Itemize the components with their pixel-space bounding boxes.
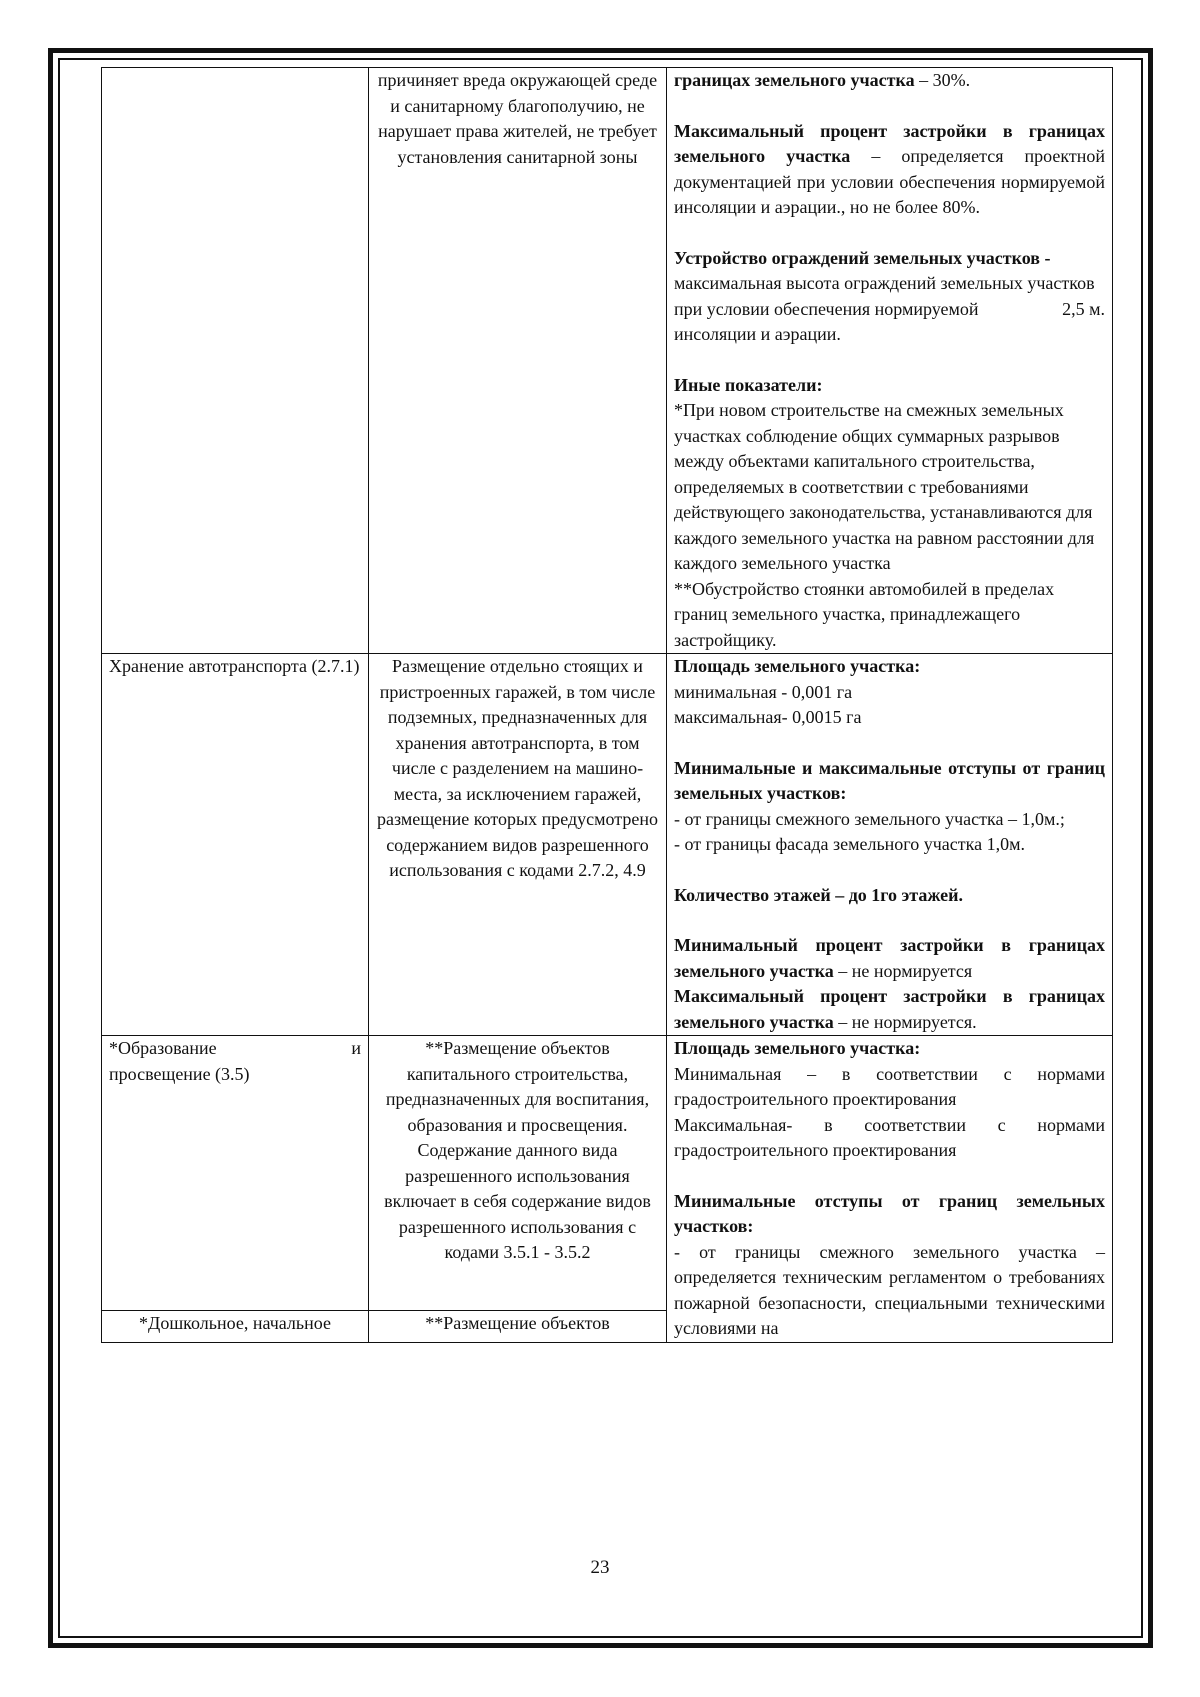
param-text: Минимальная – в соответствии с нормами градостроительного проектирования xyxy=(674,1063,1105,1109)
param-bold-text: Площадь земельного участка: xyxy=(674,1038,921,1058)
param-bold-text: Максимальный процент застройки в границах земельного участка xyxy=(674,986,1105,1032)
param-text: – не нормируется xyxy=(833,960,973,981)
param-text: Максимальная- в соответствии с нормами градостроительного проектирования xyxy=(674,1114,1105,1160)
param-text: *При новом строительстве на смежных земельных участках соблюдение общих суммарных разрывов между объектами капитального строительства, определяемых в соответствии с требованиями действующего законодательства, устанавливаются для каждого земельного участка на равном расстоянии для каждого земельного участка xyxy=(674,400,1095,573)
param-text: при условии обеспечения нормируемой инсоляции и аэрации. xyxy=(674,298,979,344)
param-paragraph xyxy=(674,373,1105,654)
param-paragraph xyxy=(674,756,1105,858)
cell-use-description xyxy=(369,1036,667,1311)
param-bold-text: Количество этажей – до 1го этажей. xyxy=(674,884,964,905)
cell-use-type xyxy=(102,68,369,654)
cell-use-type xyxy=(102,1036,369,1311)
param-paragraph xyxy=(674,1189,1105,1342)
cell-parameters xyxy=(667,68,1113,654)
param-bold-text: Иные показатели: xyxy=(674,374,823,395)
table-row xyxy=(102,1036,1113,1311)
param-paragraph xyxy=(674,883,1105,909)
param-text: - от границы фасада земельного участка 1,0м. xyxy=(674,834,1025,854)
param-text: - от границы смежного земельного участка – 1,0м.; xyxy=(674,808,1065,829)
param-paragraph xyxy=(674,1036,1105,1164)
cell-use-type xyxy=(102,654,369,1036)
param-paragraph xyxy=(674,654,1105,731)
param-text: максимальная- 0,0015 га xyxy=(674,707,862,727)
param-bold-text: Устройство ограждений земельных участков - xyxy=(674,247,1051,268)
use-type-line xyxy=(109,1036,361,1062)
param-paragraph xyxy=(674,933,1105,1035)
param-bold-text: Площадь земельного участка: xyxy=(674,656,921,676)
param-bold-text: Минимальные и максимальные отступы от границ земельных участков: xyxy=(674,757,1105,803)
param-bold-text: границах земельного участка xyxy=(674,70,915,90)
param-value: 2,5 м. xyxy=(1062,298,1105,319)
use-type-text: *Дошкольное, начальное xyxy=(139,1312,331,1333)
param-paragraph xyxy=(674,68,1105,94)
regulation-table xyxy=(101,67,1113,1343)
cell-use-description xyxy=(369,68,667,654)
param-text: – 30%. xyxy=(914,70,971,90)
cell-use-description xyxy=(369,1310,667,1342)
use-type-text: *Образование xyxy=(109,1038,217,1058)
use-description-text: **Размещение объектов xyxy=(425,1312,610,1333)
use-description-text: **Размещение объектов капитального строительства, предназначенных для воспитания, образования и просвещения. Содержание данного вида разрешенного использования включает в себя содержание видов разрешенного использования с кодами 3.5.1 - 3.5.2 xyxy=(384,1038,651,1262)
param-paragraph xyxy=(674,246,1105,348)
param-bold-text: Максимальный процент застройки в границах земельного участка xyxy=(674,120,1105,166)
page-number: 23 xyxy=(590,1557,610,1578)
param-text: – определяется проектной документацией при условии обеспечения нормируемой инсоляции и аэрации., но не более 80%. xyxy=(674,146,1105,217)
use-type-text: Хранение автотранспорта (2.7.1) xyxy=(109,656,360,676)
use-description-text: Размещение отдельно стоящих и пристроенных гаражей, в том числе подземных, предназначенных для хранения автотранспорта, в том числе с разделением на машино-места, за исключением гаражей, размещение которых предусмотрено содержанием видов разрешенного использования с кодами 2.7.2, 4.9 xyxy=(376,656,659,880)
cell-use-type xyxy=(102,1310,369,1342)
param-text: максимальная высота ограждений земельных участков xyxy=(674,273,1095,293)
use-type-text: просвещение (3.5) xyxy=(109,1063,250,1084)
param-paragraph xyxy=(674,119,1105,221)
param-text: минимальная - 0,001 га xyxy=(674,681,853,702)
param-text: – не нормируется. xyxy=(833,1011,977,1032)
param-bold-text: Минимальные отступы от границ земельных участков: xyxy=(674,1190,1105,1236)
table-row xyxy=(102,68,1113,654)
use-description-text: причиняет вреда окружающей среде и санитарному благополучию, не нарушает права жителей, не требует установления санитарной зоны xyxy=(377,70,658,167)
param-bold-text: Минимальный процент застройки в границах земельного участка xyxy=(674,935,1105,981)
cell-parameters xyxy=(667,1036,1113,1343)
param-text: **Обустройство стоянки автомобилей в пределах границ земельного участка, принадлежащего застройщику. xyxy=(674,578,1055,650)
cell-use-description xyxy=(369,654,667,1036)
cell-parameters xyxy=(667,654,1113,1036)
param-text: - от границы смежного земельного участка – определяется техническим регламентом о требованиях пожарной безопасности, специальными техническими условиями на xyxy=(674,1241,1105,1338)
table-row xyxy=(102,654,1113,1036)
use-type-text: и xyxy=(351,1038,361,1058)
